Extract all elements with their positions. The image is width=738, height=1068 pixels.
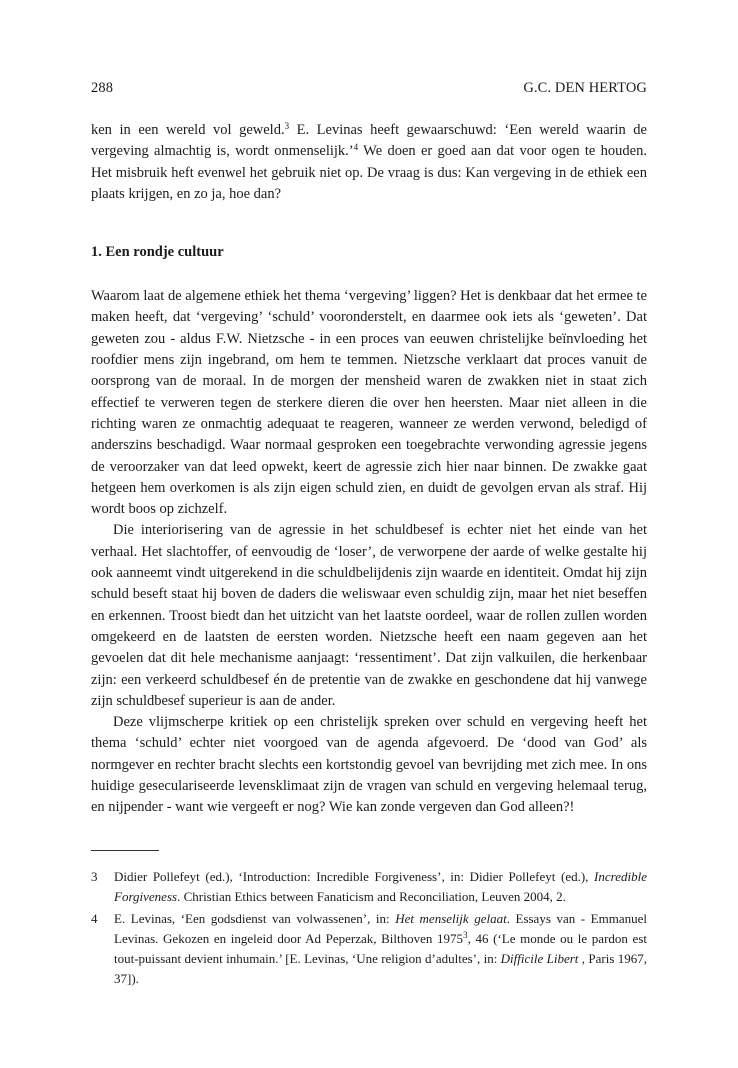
footnote-3-title: Incredible Forgiveness — [114, 868, 647, 904]
intro-text-2: E. Levinas heeft gewaarschuwd: ‘Een wereld waarin de vergeving almachtig is, wordt onmenselijk.’ — [91, 122, 647, 160]
footnote-ref-4[interactable]: 4 — [353, 142, 359, 153]
footnote-ref-3[interactable]: 3 — [284, 121, 290, 131]
body-paragraph-1: Waarom laat de algemene ethiek het thema ‘vergeving’ liggen? Het is denkbaar dat het ermee te maken heeft, dat ‘vergeving’ ‘schuld’ vooronderstelt, en daarmee ook iets als ‘geweten’. Dat geweten zou - aldus F.W. Nietzsche - in een proces van eeuwen christelijke beïnvloeding het roofdier mens zijn ingebrand, om hem te temmen. Nietzsche verklaart dat proces vanuit de oorsprong van de moraal. In de morgen der mensheid waren de zwakken niet in staat zich effectief te verweren tegen de sterkere dieren die over hen heersten. Maar niet alleen in die richting waren ze onmachtig adequaat te reageren, wanneer ze werden verwond, beledigd of anderszins beschadigd. Waar normaal gesproken een toegebrachte verwonding agressie jegens de veroorzaker van dat leed opwekt, keert de agressie zich hier naar binnen. De zwakke gaat hetgeen hem overkomen is als zijn eigen schuld zien, en duidt de gevolgen ervan als straf. Hij wordt boos op zichzelf. — [91, 288, 647, 518]
footnote-3-part-a: Didier Pollefeyt (ed.), ‘Introduction: Incredible Forgiveness’, in: Didier Pollefeyt (ed.), — [114, 868, 595, 884]
footnote-text — [114, 867, 647, 907]
edition-superscript: 3 — [463, 929, 468, 940]
footnote-text — [114, 909, 647, 989]
intro-text-1: ken in een wereld vol geweld. — [91, 122, 285, 138]
footnote-4-title-2: Difficile Libert — [500, 950, 579, 966]
footnote-3-part-b: . Christian Ethics between Fanaticism and Reconciliation, Leuven 2004, 2. — [177, 888, 566, 904]
footnote-4 — [91, 909, 647, 989]
section-heading: 1. Een rondje cultuur — [91, 244, 224, 261]
footnotes — [91, 867, 647, 989]
intro-text-3: We doen er goed aan dat voor ogen te houden. Het misbruik heft evenwel het gebruik niet op. De vraag is dus: Kan vergeving in de ethiek een plaats krijgen, en zo ja, hoe dan? — [91, 143, 647, 202]
footnote-4-part-b: . Essays van - Emmanuel Levinas. Gekozen en ingeleid door Ad Peperzak, Bilthoven 1975 — [114, 910, 647, 946]
section-body — [91, 286, 647, 818]
intro-paragraph — [91, 120, 647, 205]
footnote-number: 3 — [91, 868, 98, 884]
footnote-3 — [91, 867, 647, 907]
page-number: 288 — [91, 80, 114, 96]
running-head-author: G.C. DEN HERTOG — [523, 80, 647, 96]
footnote-4-part-d: , Paris 1967, 37]). — [114, 950, 647, 986]
footnote-4-title: Het menselijk gelaat — [395, 910, 507, 926]
running-head — [91, 78, 647, 98]
footnote-divider — [91, 850, 159, 851]
body-paragraph-2: Die interiorisering van de agressie in het schuldbesef is echter niet het einde van het verhaal. Het slachtoffer, of eenvoudig de ‘loser’, de verworpene der aarde of welke gestalte hij ook aanneemt vindt uitgerekend in die schuldbelijdenis zijn waarde en identiteit. Omdat hij zijn schuld beseft staat hij boven de daders die weliswaar even schuldig zijn, maar het niet beseffen en erkennen. Troost biedt dan het uitzicht van het laatste oordeel, waar de rollen zullen worden omgekeerd en de laatsten de eersten worden. Nietzsche heeft een naam gegeven aan het gevoelen dat dit hele mechanisme aanjaagt: ‘ressentiment’. Dat zijn valkuilen, die herkenbaar zijn: een verkeerd schuldbesef én de pretentie van de zwakke en geschondene dat hij vanwege zijn schuldbesef superieur is aan de ander. — [91, 522, 647, 709]
footnote-4-part-a: E. Levinas, ‘Een godsdienst van volwassenen’, in: — [114, 910, 396, 926]
page — [91, 78, 647, 991]
footnote-4-part-c: , 46 (‘Le monde ou le pardon est tout-puissant devient inhumain.’ [E. Levinas, ‘Une religion d’adultes’, in: — [114, 930, 647, 966]
footnote-number: 4 — [91, 910, 98, 926]
intro-block — [91, 120, 647, 205]
body-paragraph-3: Deze vlijmscherpe kritiek op een christelijk spreken over schuld en vergeving heeft het thema ‘schuld’ echter niet voorgoed van de agenda afgevoerd. De ‘dood van God’ als normgever en rechter bracht slechts een kortstondig gevoel van bevrijding met zich mee. In ons huidige geseculariseerde levensklimaat zijn de vragen van schuld en vergeving helemaal terug, en nijpender - want wie vergeeft er nog? Wie kan zonde vergeven dan God alleen?! — [91, 714, 647, 816]
